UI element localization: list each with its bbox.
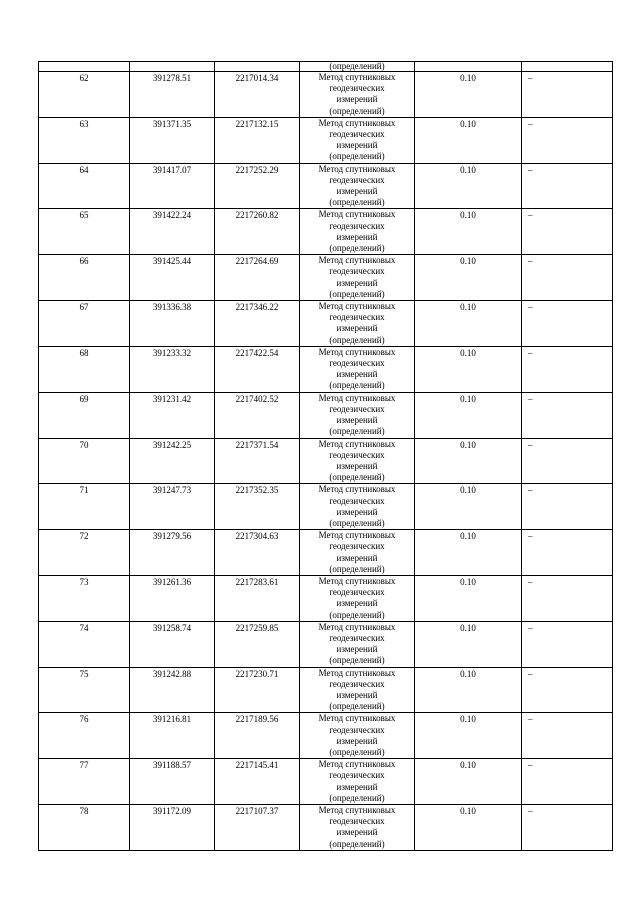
method-line: измерений: [336, 140, 378, 151]
x-coordinate-cell: [130, 713, 215, 759]
y-coordinate-cell-text: 2217371.54: [235, 439, 279, 450]
method-line: измерений: [336, 460, 378, 471]
method-cell: [300, 163, 415, 209]
description-cell: [522, 163, 613, 209]
point-number-cell: [39, 805, 130, 851]
description-cell: [522, 117, 613, 163]
point-number-cell: [39, 530, 130, 576]
method-cell: [300, 301, 415, 347]
accuracy-cell-text: 0.10: [460, 210, 476, 221]
description-cell: [522, 759, 613, 805]
method-cell: [300, 667, 415, 713]
method-line: (определений): [329, 746, 385, 757]
method-line: Метод спутниковых: [318, 713, 396, 724]
method-line: геодезических: [329, 174, 385, 185]
method-line: (определений): [329, 197, 385, 208]
method-line: измерений: [336, 369, 378, 380]
table-row: [39, 117, 613, 163]
method-cell: [300, 346, 415, 392]
y-coordinate-cell-text: 2217252.29: [235, 164, 279, 175]
y-coordinate-cell: [215, 163, 300, 209]
accuracy-cell-text: 0.10: [460, 806, 476, 816]
continuation-x-cell: [130, 62, 215, 72]
point-number-cell-text: 71: [79, 485, 89, 496]
x-coordinate-cell-text: 391172.09: [153, 806, 191, 816]
method-line: измерений: [336, 827, 378, 838]
point-number-cell-text: 69: [79, 393, 89, 404]
method-line: измерений: [336, 415, 378, 426]
description-cell: [522, 530, 613, 576]
table-row: [39, 805, 613, 851]
method-cell: [300, 621, 415, 667]
y-coordinate-cell-text: 2217422.54: [235, 347, 279, 358]
accuracy-cell: [415, 346, 522, 392]
method-line: (определений): [329, 655, 385, 666]
description-cell: [522, 301, 613, 347]
description-cell-text: –: [528, 576, 533, 587]
method-line: Метод спутниковых: [318, 484, 396, 495]
x-coordinate-cell-text: 391258.74: [152, 622, 192, 633]
point-number-cell: [39, 438, 130, 484]
x-coordinate-cell-text: 391422.24: [152, 210, 192, 221]
accuracy-cell-text: 0.10: [460, 73, 476, 83]
point-number-cell: [39, 72, 130, 118]
table-row: [39, 72, 613, 118]
description-cell-text: –: [528, 393, 533, 404]
method-line: геодезических: [329, 83, 385, 94]
point-number-cell: [39, 621, 130, 667]
description-cell: [522, 621, 613, 667]
x-coordinate-cell-text: 391336.38: [152, 302, 192, 313]
point-number-cell-text: 63: [79, 118, 89, 129]
method-line: (определений): [329, 105, 385, 116]
accuracy-cell-text: 0.10: [460, 622, 476, 633]
method-line: измерений: [336, 277, 378, 288]
method-line: измерений: [336, 231, 378, 242]
method-cell: [300, 438, 415, 484]
x-coordinate-cell-text: 391242.25: [152, 439, 192, 450]
method-line: Метод спутниковых: [318, 255, 396, 266]
description-cell: [522, 72, 613, 118]
method-line: Метод спутниковых: [318, 621, 396, 632]
method-cell: [300, 392, 415, 438]
method-line: Метод спутниковых: [318, 209, 396, 220]
method-line: (определений): [329, 243, 385, 254]
x-coordinate-cell: [130, 621, 215, 667]
accuracy-cell: [415, 255, 522, 301]
point-number-cell-text: 68: [79, 347, 89, 358]
table-row: [39, 621, 613, 667]
description-cell-text: –: [528, 485, 533, 496]
method-line: (определений): [329, 838, 385, 849]
description-cell: [522, 392, 613, 438]
accuracy-cell: [415, 805, 522, 851]
accuracy-cell-text: 0.10: [460, 531, 476, 542]
method-line: геодезических: [329, 816, 385, 827]
table-row: [39, 392, 613, 438]
y-coordinate-cell: [215, 575, 300, 621]
description-cell-text: –: [528, 347, 533, 358]
x-coordinate-cell-text: 391242.88: [152, 668, 192, 679]
x-coordinate-cell: [130, 530, 215, 576]
y-coordinate-cell-text: 2217346.22: [235, 302, 279, 313]
method-line: измерений: [336, 552, 378, 563]
point-number-cell-text: 72: [79, 531, 89, 542]
x-coordinate-cell-text: 391261.36: [152, 576, 192, 587]
method-line: (определений): [329, 151, 385, 162]
description-cell-text: –: [528, 531, 533, 542]
point-number-cell-text: 76: [79, 714, 89, 725]
accuracy-cell: [415, 621, 522, 667]
description-cell: [522, 667, 613, 713]
accuracy-cell-text: 0.10: [460, 164, 476, 175]
y-coordinate-cell-text: 2217352.35: [235, 485, 279, 496]
accuracy-cell: [415, 484, 522, 530]
method-line: (определений): [329, 380, 385, 391]
description-cell-text: –: [528, 668, 533, 679]
y-coordinate-cell: [215, 484, 300, 530]
accuracy-cell-text: 0.10: [460, 256, 476, 267]
table-row: [39, 484, 613, 530]
method-line: геодезических: [329, 541, 385, 552]
method-line: Метод спутниковых: [318, 72, 396, 82]
y-coordinate-cell-text: 2217230.71: [235, 668, 279, 679]
y-coordinate-cell: [215, 759, 300, 805]
y-coordinate-cell-text: 2217014.34: [235, 73, 279, 83]
method-line: геодезических: [329, 449, 385, 460]
method-line: измерений: [336, 506, 378, 517]
method-line: измерений: [336, 323, 378, 334]
accuracy-cell: [415, 667, 522, 713]
point-number-cell-text: 66: [79, 256, 89, 267]
method-line: (определений): [329, 701, 385, 712]
description-cell-text: –: [528, 714, 533, 725]
point-number-cell-text: 74: [79, 622, 89, 633]
description-cell-text: –: [528, 622, 533, 633]
x-coordinate-cell: [130, 392, 215, 438]
accuracy-cell: [415, 163, 522, 209]
x-coordinate-cell: [130, 484, 215, 530]
method-line: геодезических: [329, 770, 385, 781]
x-coordinate-cell-text: 391231.42: [152, 393, 192, 404]
y-coordinate-cell: [215, 72, 300, 118]
method-line: (определений): [329, 426, 385, 437]
y-coordinate-cell-text: 2217107.37: [235, 806, 279, 816]
method-cell: [300, 713, 415, 759]
description-cell-text: –: [528, 210, 533, 221]
description-cell: [522, 346, 613, 392]
table-row: [39, 713, 613, 759]
method-line: (определений): [329, 472, 385, 483]
y-coordinate-cell: [215, 392, 300, 438]
y-coordinate-cell-text: 2217283.61: [235, 576, 279, 587]
method-line: геодезических: [329, 312, 385, 323]
y-coordinate-cell: [215, 117, 300, 163]
x-coordinate-cell-text: 391279.56: [152, 531, 192, 542]
method-line: геодезических: [329, 587, 385, 598]
method-line: измерений: [336, 186, 378, 197]
point-number-cell: [39, 575, 130, 621]
accuracy-cell: [415, 209, 522, 255]
table-row: [39, 667, 613, 713]
method-cell: [300, 209, 415, 255]
document-page: [38, 61, 602, 851]
description-cell: [522, 209, 613, 255]
y-coordinate-cell: [215, 667, 300, 713]
description-cell-text: –: [528, 118, 533, 129]
description-cell-text: –: [528, 806, 533, 816]
coordinates-table: [38, 61, 613, 851]
method-line: геодезических: [329, 266, 385, 277]
accuracy-cell-text: 0.10: [460, 576, 476, 587]
x-coordinate-cell: [130, 301, 215, 347]
method-line: геодезических: [329, 220, 385, 231]
table-row: [39, 438, 613, 484]
accuracy-cell: [415, 117, 522, 163]
y-coordinate-cell: [215, 301, 300, 347]
description-cell-text: –: [528, 256, 533, 267]
accuracy-cell: [415, 301, 522, 347]
y-coordinate-cell-text: 2217264.69: [235, 256, 279, 267]
x-coordinate-cell-text: 391417.07: [152, 164, 192, 175]
method-line: измерений: [336, 735, 378, 746]
method-line: геодезических: [329, 358, 385, 369]
x-coordinate-cell-text: 391278.51: [152, 73, 192, 83]
continuation-method-cell: (определений): [300, 62, 415, 72]
continuation-accuracy-cell: [415, 62, 522, 72]
x-coordinate-cell-text: 391216.81: [152, 714, 192, 725]
method-line: Метод спутниковых: [318, 163, 396, 174]
method-line: геодезических: [329, 403, 385, 414]
method-line: геодезических: [329, 129, 385, 140]
method-line: Метод спутниковых: [318, 759, 396, 770]
description-cell-text: –: [528, 439, 533, 450]
y-coordinate-cell: [215, 346, 300, 392]
y-coordinate-cell: [215, 530, 300, 576]
coordinates-table-body: [39, 62, 613, 851]
x-coordinate-cell: [130, 209, 215, 255]
method-line: измерений: [336, 781, 378, 792]
x-coordinate-cell: [130, 575, 215, 621]
accuracy-cell: [415, 575, 522, 621]
y-coordinate-cell-text: 2217260.82: [235, 210, 279, 221]
method-line: геодезических: [329, 724, 385, 735]
accuracy-cell-text: 0.10: [460, 393, 476, 404]
table-row: [39, 209, 613, 255]
x-coordinate-cell: [130, 805, 215, 851]
y-coordinate-cell-text: 2217189.56: [235, 714, 279, 725]
accuracy-cell: [415, 438, 522, 484]
point-number-cell: [39, 346, 130, 392]
accuracy-cell: [415, 713, 522, 759]
table-row: [39, 759, 613, 805]
x-coordinate-cell: [130, 438, 215, 484]
x-coordinate-cell-text: 391247.73: [152, 485, 192, 496]
description-cell: [522, 805, 613, 851]
point-number-cell: [39, 117, 130, 163]
method-cell: [300, 72, 415, 118]
accuracy-cell: [415, 72, 522, 118]
method-cell: [300, 255, 415, 301]
y-coordinate-cell-text: 2217304.63: [235, 531, 279, 542]
method-line: (определений): [329, 334, 385, 345]
y-coordinate-cell: [215, 438, 300, 484]
y-coordinate-cell-text: 2217132.15: [235, 118, 279, 129]
table-row: [39, 346, 613, 392]
x-coordinate-cell: [130, 667, 215, 713]
accuracy-cell-text: 0.10: [460, 760, 476, 771]
point-number-cell: [39, 255, 130, 301]
continuation-num-cell: [39, 62, 130, 72]
accuracy-cell-text: 0.10: [460, 485, 476, 496]
table-row: [39, 301, 613, 347]
point-number-cell: [39, 713, 130, 759]
point-number-cell: [39, 667, 130, 713]
method-line: геодезических: [329, 678, 385, 689]
method-cell: [300, 530, 415, 576]
point-number-cell-text: 77: [79, 760, 89, 771]
method-line: Метод спутниковых: [318, 392, 396, 403]
method-cell: [300, 484, 415, 530]
description-cell: [522, 575, 613, 621]
method-line: (определений): [329, 517, 385, 528]
method-line: (определений): [329, 792, 385, 803]
method-line: (определений): [329, 563, 385, 574]
continuation-y-cell: [215, 62, 300, 72]
accuracy-cell: [415, 530, 522, 576]
method-line: геодезических: [329, 632, 385, 643]
method-line: Метод спутниковых: [318, 575, 396, 586]
method-cell: [300, 759, 415, 805]
y-coordinate-cell-text: 2217145.41: [235, 760, 279, 771]
x-coordinate-cell: [130, 346, 215, 392]
method-cell: [300, 117, 415, 163]
x-coordinate-cell: [130, 72, 215, 118]
point-number-cell-text: 75: [79, 668, 89, 679]
method-cell: [300, 575, 415, 621]
point-number-cell-text: 78: [79, 806, 89, 816]
method-line: Метод спутниковых: [318, 805, 396, 815]
y-coordinate-cell: [215, 255, 300, 301]
point-number-cell-text: 70: [79, 439, 89, 450]
description-cell: [522, 255, 613, 301]
method-line: Метод спутниковых: [318, 117, 396, 128]
method-line: измерений: [336, 644, 378, 655]
x-coordinate-cell-text: 391371.35: [152, 118, 192, 129]
x-coordinate-cell: [130, 255, 215, 301]
point-number-cell-text: 64: [79, 164, 89, 175]
method-line: измерений: [336, 94, 378, 105]
point-number-cell-text: 62: [79, 73, 89, 83]
method-cell: [300, 805, 415, 851]
accuracy-cell-text: 0.10: [460, 714, 476, 725]
accuracy-cell-text: 0.10: [460, 302, 476, 313]
method-line: Метод спутниковых: [318, 346, 396, 357]
accuracy-cell-text: 0.10: [460, 118, 476, 129]
accuracy-cell-text: 0.10: [460, 439, 476, 450]
x-coordinate-cell-text: 391188.57: [153, 760, 191, 771]
point-number-cell-text: 65: [79, 210, 89, 221]
accuracy-cell-text: 0.10: [460, 668, 476, 679]
x-coordinate-cell: [130, 759, 215, 805]
y-coordinate-cell-text: 2217402.52: [235, 393, 279, 404]
y-coordinate-cell-text: 2217259.85: [235, 622, 279, 633]
method-line: геодезических: [329, 495, 385, 506]
x-coordinate-cell-text: 391425.44: [152, 256, 192, 267]
table-row: [39, 530, 613, 576]
y-coordinate-cell: [215, 621, 300, 667]
table-row: [39, 255, 613, 301]
table-row: [39, 575, 613, 621]
method-line: (определений): [329, 609, 385, 620]
accuracy-cell-text: 0.10: [460, 347, 476, 358]
point-number-cell: [39, 301, 130, 347]
y-coordinate-cell: [215, 209, 300, 255]
method-line: Метод спутниковых: [318, 530, 396, 541]
description-cell-text: –: [528, 302, 533, 313]
x-coordinate-cell: [130, 163, 215, 209]
description-cell: [522, 484, 613, 530]
accuracy-cell: [415, 759, 522, 805]
y-coordinate-cell: [215, 805, 300, 851]
x-coordinate-cell: [130, 117, 215, 163]
point-number-cell: [39, 484, 130, 530]
point-number-cell: [39, 163, 130, 209]
y-coordinate-cell: [215, 713, 300, 759]
point-number-cell: [39, 759, 130, 805]
description-cell-text: –: [528, 164, 533, 175]
description-cell: [522, 713, 613, 759]
accuracy-cell: [415, 392, 522, 438]
point-number-cell-text: 73: [79, 576, 89, 587]
point-number-cell: [39, 392, 130, 438]
continuation-row: [39, 62, 613, 72]
method-line: измерений: [336, 689, 378, 700]
point-number-cell: [39, 209, 130, 255]
description-cell-text: –: [528, 760, 533, 771]
x-coordinate-cell-text: 391233.32: [152, 347, 192, 358]
point-number-cell-text: 67: [79, 302, 89, 313]
method-line: измерений: [336, 598, 378, 609]
continuation-description-cell: [522, 62, 613, 72]
description-cell: [522, 438, 613, 484]
table-row: [39, 163, 613, 209]
method-line: Метод спутниковых: [318, 438, 396, 449]
method-line: Метод спутниковых: [318, 301, 396, 312]
method-line: (определений): [329, 288, 385, 299]
method-line: Метод спутниковых: [318, 667, 396, 678]
description-cell-text: –: [528, 73, 533, 83]
